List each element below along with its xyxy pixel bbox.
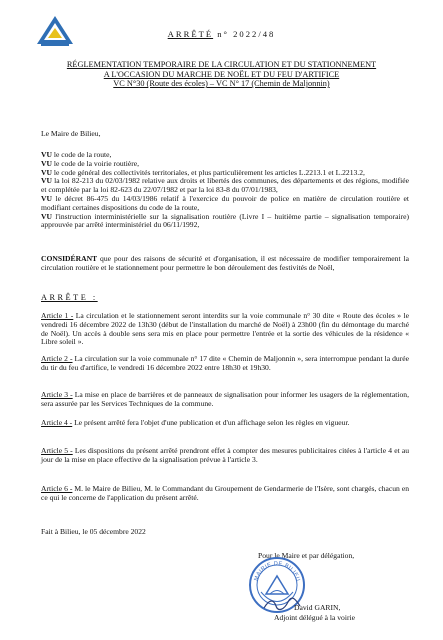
arrete-label: ARRÊTE :	[41, 293, 98, 302]
article-5	[41, 447, 409, 465]
document-heading	[20, 60, 423, 89]
document-title	[0, 29, 443, 39]
visa-text: le code général des collectivités territoriales, et plus particulièrement les articles L.2213.1 et L.2213.2,	[51, 167, 365, 177]
article-text: La circulation et le stationnement seront interdits sur la voie communale n° 30 dite « Route des écoles » le vendredi 16 décembre 2022 de 13h30 (début de l'installation du marché de Noël) à 23h00 (fin du démontage du marché de Noël). Un accès à double sens sera mis en place pour permettre l'entrée et la sortie des véhicules de la résidence « Libre soleil ».	[41, 311, 409, 347]
title-number: n° 2022/48	[217, 29, 276, 39]
article-2	[41, 355, 409, 373]
visa-lead: VU	[41, 193, 52, 203]
signature-delegation: Pour le Maire et par délégation,	[258, 551, 355, 560]
visa-lead: VU	[41, 150, 52, 159]
considerant-block	[41, 255, 409, 273]
considerant-paragraph	[41, 255, 409, 273]
heading-line-1: RÉGLEMENTATION TEMPORAIRE DE LA CIRCULATION ET DU STATIONNEMENT	[66, 60, 377, 69]
considerant-text: que pour des raisons de sécurité et d'organisation, il est nécessaire de modifier temporairement la circulation routière et le stationnement pour permettre le bon déroulement des festivités de Noël,	[41, 254, 409, 272]
visa-item	[41, 177, 409, 195]
heading-line-2: A L'OCCASION DU MARCHE DE NOËL ET DU FEU D'ARTIFICE	[103, 69, 340, 79]
title-word: ARRÊTÉ	[167, 29, 214, 39]
article-label: Article 3 -	[41, 390, 73, 399]
article-label: Article 2 -	[41, 354, 73, 363]
closing-text: Fait à Bilieu, le 05 décembre 2022	[41, 527, 146, 536]
article-text: Les dispositions du présent arrêté prendront effet à compter des mesures publicitaires citées à l'article 4 et au jour de la mise en place effective de la signalisation prévue à l'article 3.	[41, 446, 409, 464]
svg-text:MAIRIE DE BILIEU: MAIRIE DE BILIEU	[253, 560, 301, 583]
intro-text: Le Maire de Bilieu,	[41, 129, 101, 138]
article-text: La mise en place de barrières et de panneaux de signalisation pour informer les usagers de la réglementation, sera assurée par les Services Techniques de la commune.	[41, 390, 409, 408]
signatory-role: Adjoint délégué à la voirie	[274, 613, 355, 622]
article-label: Article 4 -	[41, 418, 73, 427]
visa-text: le code de la voirie routière,	[51, 158, 140, 168]
article-3	[41, 391, 409, 409]
visas-block	[41, 151, 409, 230]
intro	[41, 130, 409, 139]
visa-text: le code de la route,	[51, 150, 112, 159]
article-label: Article 1 -	[41, 311, 74, 320]
considerant-lead: CONSIDÉRANT	[41, 254, 98, 263]
article-4	[41, 419, 409, 428]
visa-item	[41, 195, 409, 213]
visa-item	[41, 213, 409, 231]
visa-lead: VU	[41, 167, 52, 177]
article-text: M. le Maire de Bilieu, M. le Commandant du Groupement de Gendarmerie de l'Isère, sont chargés, chacun en ce qui le concerne de l'application du présent arrêté.	[41, 484, 409, 502]
article-label: Article 6 -	[41, 484, 73, 493]
visa-text: l'instruction interministérielle sur la signalisation routière (Livre I – huitième partie – signalisation temporaire) approuvée par arrêté interministériel du 06/11/1992,	[41, 211, 409, 230]
article-text: La circulation sur la voie communale n° 17 dite « Chemin de Maljonnin », sera interrompue pendant la durée du tir du feu d'artifice, le vendredi 16 décembre 2022 entre 18h30 et 19h30.	[41, 354, 410, 372]
closing	[41, 528, 409, 537]
article-1	[41, 312, 409, 347]
signatory-name: David GARIN,	[294, 603, 341, 612]
article-label: Article 5 -	[41, 446, 73, 455]
visa-text: le décret 86-475 du 14/03/1986 relatif à l'exercice du pouvoir de police en matière de circulation routière et modifiant certaines dispositions du code de la route,	[41, 193, 409, 212]
visa-lead: VU	[41, 211, 52, 221]
visa-lead: VU	[41, 176, 52, 186]
heading-line-3: VC N°30 (Route des écoles) – VC N° 17 (Chemin de Maljonnin)	[113, 79, 330, 89]
article-6	[41, 485, 409, 503]
visa-lead: VU	[41, 158, 52, 168]
article-text: Le présent arrêté fera l'objet d'une publication et d'un affichage selon les règles en vigueur.	[72, 418, 350, 427]
visa-text: la loi 82-213 du 02/03/1982 relative aux droits et libertés des communes, des départements et des régions, modifiée et complétée par la loi 82-623 du 22/07/1982 et par la loi 83-8 du 07/01/1983,	[41, 176, 409, 195]
